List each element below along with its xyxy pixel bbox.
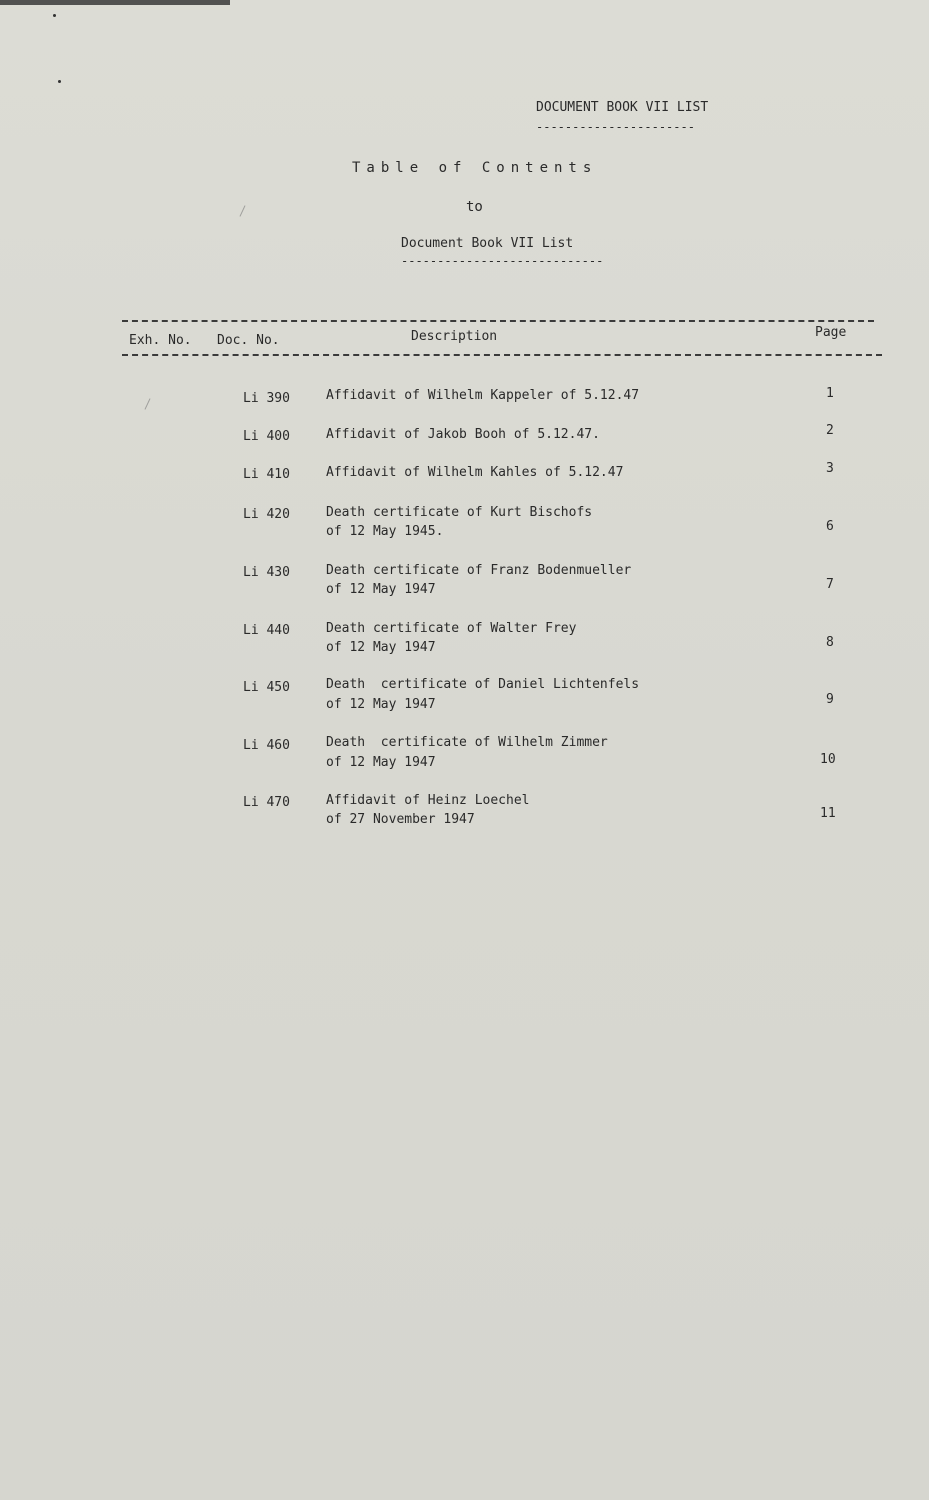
row-page: 9 [826,692,834,707]
table-top-rule [122,320,874,322]
scan-speck [58,80,61,83]
row-description-line2: of 12 May 1947 [326,640,436,655]
row-doc-no: Li 390 [243,391,290,406]
row-description: Death certificate of Daniel Lichtenfels [326,677,640,692]
header-label: DOCUMENT BOOK VII LIST [536,100,709,115]
book-title-underline: ---------------------------- [401,254,604,268]
row-page: 3 [826,461,834,476]
row-description: Affidavit of Wilhelm Kappeler of 5.12.47 [326,388,640,403]
row-description-line2: of 12 May 1945. [326,524,444,539]
row-description: Affidavit of Wilhelm Kahles of 5.12.47 [326,465,624,480]
row-page: 7 [826,577,834,592]
row-description: Affidavit of Heinz Loechel [326,793,530,808]
column-header-page: Page [815,325,847,340]
row-description: Death certificate of Kurt Bischofs [326,505,593,520]
pen-mark [145,398,151,409]
row-description: Death certificate of Wilhelm Zimmer [326,735,608,750]
page-title: Table of Contents [352,160,598,176]
row-description-line2: of 12 May 1947 [326,697,436,712]
row-page: 11 [820,806,836,821]
scan-speck [53,14,56,17]
row-page: 1 [826,386,834,401]
scan-edge [0,0,230,5]
row-description: Death certificate of Walter Frey [326,621,577,636]
book-title: Document Book VII List [401,236,574,251]
row-page: 8 [826,635,834,650]
row-description-line2: of 12 May 1947 [326,755,436,770]
column-header-description: Description [411,329,498,344]
row-doc-no: Li 450 [243,680,290,695]
header-underline: ---------------------- [536,120,695,134]
row-description-line2: of 12 May 1947 [326,582,436,597]
row-doc-no: Li 460 [243,738,290,753]
row-description: Death certificate of Franz Bodenmueller [326,563,632,578]
column-header-exh-no: Exh. No. [129,333,192,348]
row-doc-no: Li 400 [243,429,290,444]
row-doc-no: Li 410 [243,467,290,482]
row-description: Affidavit of Jakob Booh of 5.12.47. [326,427,600,442]
to-line: to [466,199,483,215]
row-doc-no: Li 470 [243,795,290,810]
pen-mark [240,205,246,216]
row-page: 2 [826,423,834,438]
table-header-rule [122,354,882,356]
row-page: 6 [826,519,834,534]
row-doc-no: Li 430 [243,565,290,580]
column-header-doc-no: Doc. No. [217,333,280,348]
row-doc-no: Li 420 [243,507,290,522]
row-page: 10 [820,752,836,767]
row-description-line2: of 27 November 1947 [326,812,475,827]
row-doc-no: Li 440 [243,623,290,638]
